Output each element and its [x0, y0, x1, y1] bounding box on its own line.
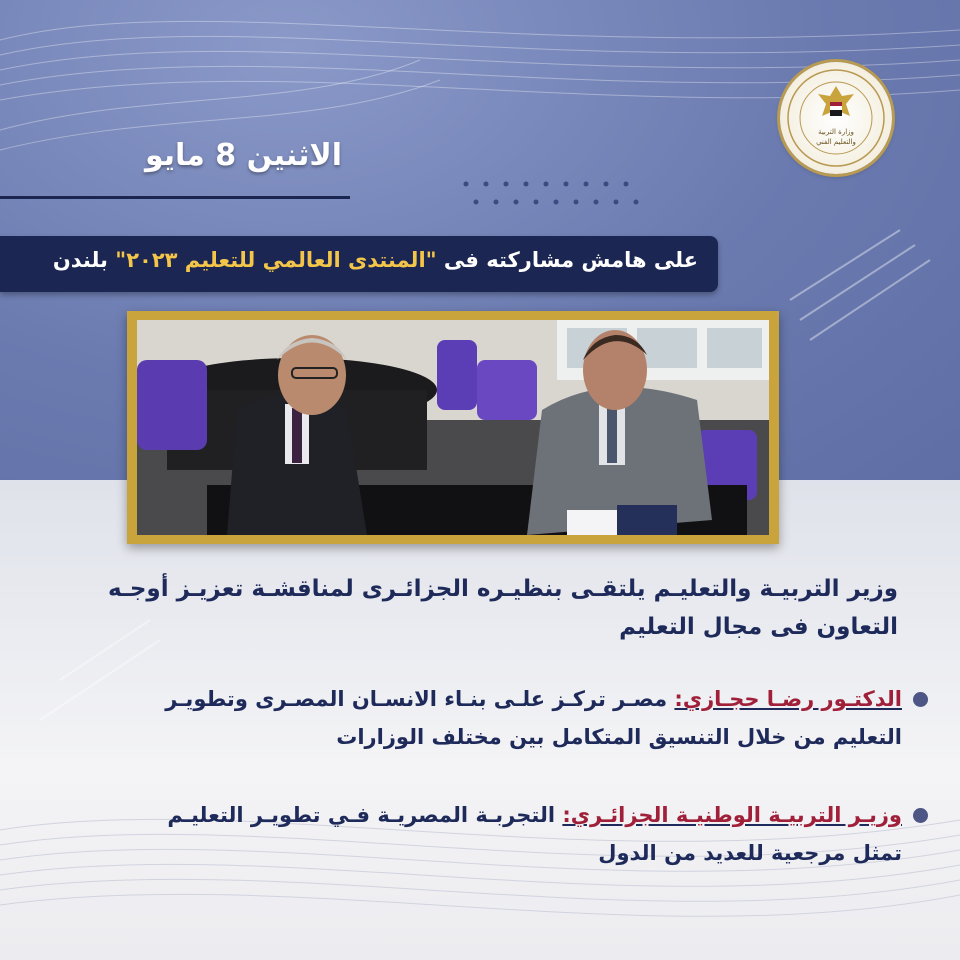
- banner-prefix: على هامش مشاركته فى: [436, 248, 698, 272]
- headline: [98, 570, 898, 646]
- event-banner: [0, 236, 718, 292]
- point-2-line-2: تمثل مرجعية للعديد من الدول: [598, 841, 902, 865]
- eagle-emblem-icon: [780, 62, 892, 174]
- date-underline: [0, 196, 350, 199]
- ministry-logo: [780, 62, 892, 174]
- svg-text:والتعليم الفني: والتعليم الفني: [816, 138, 856, 146]
- banner-text: [53, 248, 698, 272]
- point-1-line-1: [82, 680, 902, 718]
- point-2: [82, 796, 902, 872]
- point-1: [82, 680, 902, 756]
- bullet-icon: [913, 692, 928, 707]
- headline-line-2: التعاون فى مجال التعليم: [619, 614, 898, 640]
- banner-highlight: "المنتدى العالمي للتعليم ٢٠٢٣": [115, 248, 437, 272]
- point-1-text: مصـر تركـز علـى بنـاء الانسـان المصـرى وتطويـر: [165, 687, 675, 711]
- dot-pattern: [460, 180, 660, 210]
- meeting-photo: [137, 320, 769, 535]
- svg-text:وزارة التربية: وزارة التربية: [818, 128, 854, 136]
- photo-frame: [127, 311, 779, 544]
- meeting-illustration: [137, 320, 769, 535]
- point-1-speaker: الدكتـور رضـا حجـازي:: [674, 687, 902, 711]
- point-2-line-1: [82, 796, 902, 834]
- bullet-icon: [913, 808, 928, 823]
- point-2-speaker: وزيـر التربيـة الوطنيـة الجزائـري:: [562, 803, 902, 827]
- point-1-line-2: التعليم من خلال التنسيق المتكامل بين مختلف الوزارات: [336, 725, 902, 749]
- banner-suffix: بلندن: [52, 248, 116, 272]
- headline-line-1: وزير التربيـة والتعليـم يلتقـى بنظيـره الجزائـرى لمناقشـة تعزيـز أوجـه: [108, 576, 898, 602]
- point-2-text: التجربـة المصريـة فـي تطويـر التعليـم: [167, 803, 563, 827]
- date-title: الاثنين 8 مايو: [144, 138, 342, 173]
